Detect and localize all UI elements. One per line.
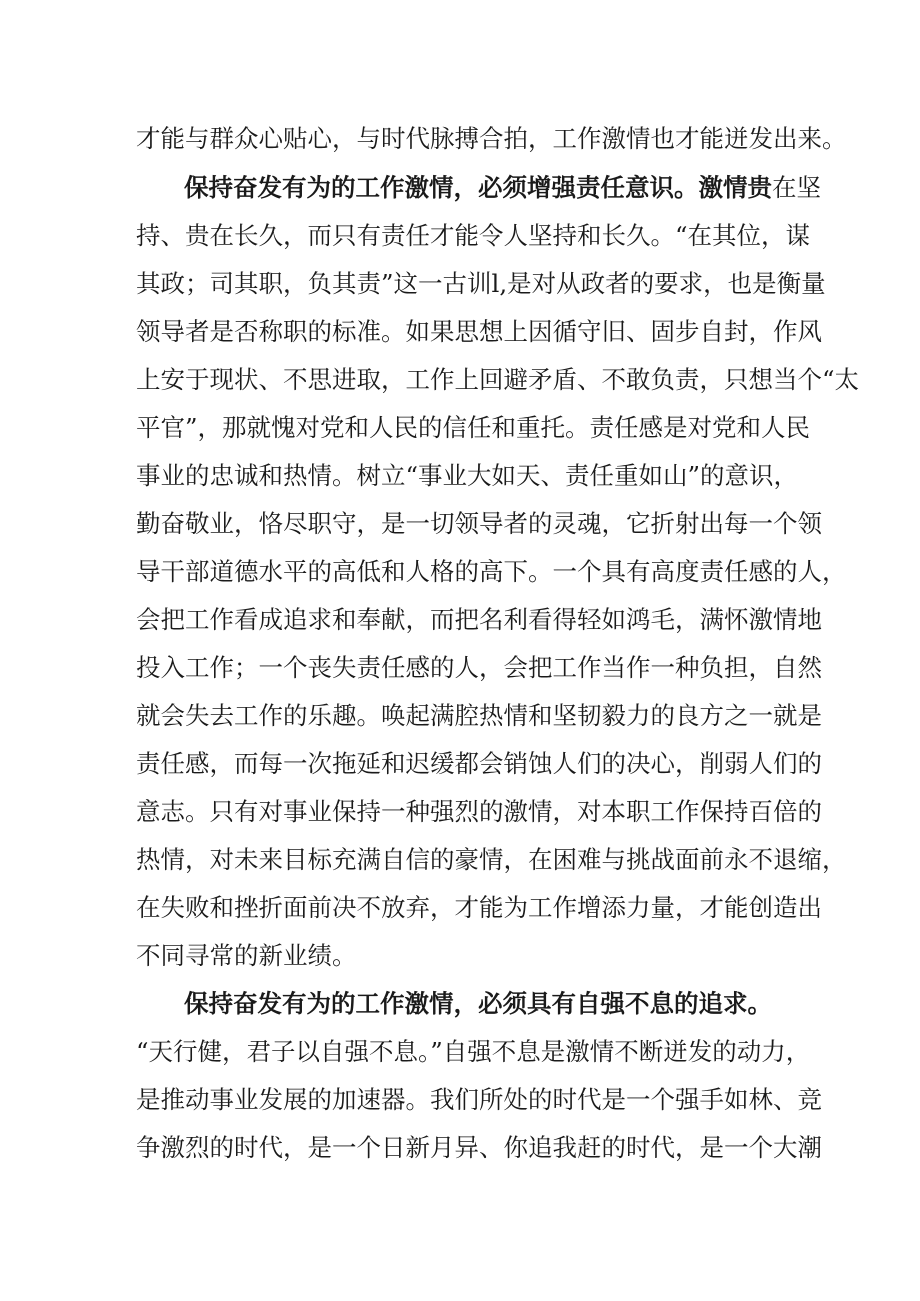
paragraph-line: 在失败和挫折面前决不放弃，才能为工作增添力量，才能创造出 xyxy=(136,893,822,922)
paragraph-heading: 保持奋发有为的工作激情，必须具有自强不息的追求。 xyxy=(184,989,772,1018)
paragraph-line: 争激烈的时代，是一个日新月异、你追我赶的时代，是一个大潮 xyxy=(136,1133,822,1162)
paragraph-line: 才能与群众心贴心，与时代脉搏合拍，工作激情也才能迸发出来。 xyxy=(136,124,847,153)
paragraph-line: 平官”，那就愧对党和人民的信任和重托。责任感是对党和人民 xyxy=(136,413,811,442)
paragraph-heading-continuation: 在坚 xyxy=(772,173,821,202)
paragraph-line: 持、贵在长久，而只有责任才能令人坚持和长久。“在其位，谋 xyxy=(136,221,811,250)
paragraph-line: 上安于现状、不思进取，工作上回避矛盾、不敢负责，只想当个“太 xyxy=(136,365,860,394)
paragraph-heading: 保持奋发有为的工作激情，必须增强责任意识。激情贵 xyxy=(184,173,772,202)
paragraph-line: “天行健，君子以自强不息。”自强不息是激情不断迸发的动力， xyxy=(136,1037,811,1066)
paragraph-line: 是推动事业发展的加速器。我们所处的时代是一个强手如林、竞 xyxy=(136,1085,822,1114)
paragraph-line: 投入工作；一个丧失责任感的人，会把工作当作一种负担，自然 xyxy=(136,653,822,682)
paragraph-heading-line xyxy=(184,170,821,206)
paragraph-line: 责任感，而每一次拖延和迟缓都会销蚀人们的决心，削弱人们的 xyxy=(136,749,822,778)
paragraph-line: 其政；司其职，负其责”这一古训l,是对从政者的要求，也是衡量 xyxy=(136,269,826,298)
paragraph-line: 勤奋敬业，恪尽职守，是一切领导者的灵魂，它折射出每一个领 xyxy=(136,509,822,538)
paragraph-line: 导干部道德水平的高低和人格的高下。一个具有高度责任感的人， xyxy=(136,557,847,586)
paragraph-line: 会把工作看成追求和奉献，而把名利看得轻如鸿毛，满怀激情地 xyxy=(136,605,822,634)
paragraph-line: 事业的忠诚和热情。树立“事业大如天、责任重如山”的意识， xyxy=(136,461,799,490)
paragraph-line: 就会失去工作的乐趣。唤起满腔热情和坚韧毅力的良方之一就是 xyxy=(136,701,822,730)
paragraph-line: 意志。只有对事业保持一种强烈的激情，对本职工作保持百倍的 xyxy=(136,797,822,826)
paragraph-line: 领导者是否称职的标准。如果思想上因循守旧、固步自封，作风 xyxy=(136,317,822,346)
paragraph-line: 热情，对未来目标充满自信的豪情，在困难与挑战面前永不退缩， xyxy=(136,845,847,874)
paragraph-line: 不同寻常的新业绩。 xyxy=(136,941,357,970)
